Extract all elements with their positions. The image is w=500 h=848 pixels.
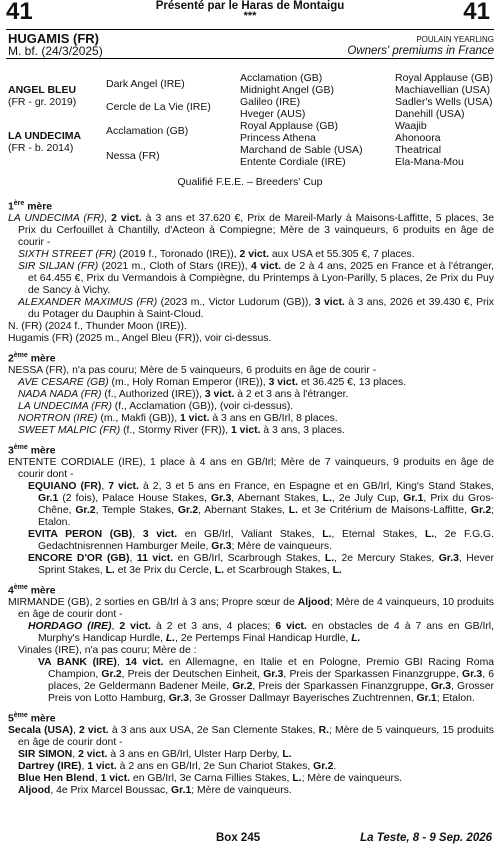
box-number: Box 245: [216, 832, 261, 844]
pedigree-g1: Dark Angel (IRE): [106, 78, 185, 90]
produce-entry: Aljood, 4e Prix Marcel Boussac, Gr.1; Mère de vainqueurs.: [18, 785, 292, 797]
pedigree-g1: Nessa (FR): [106, 150, 160, 162]
sire-name: ANGEL BLEU: [8, 84, 77, 96]
pedigree-g3: Theatrical: [395, 144, 442, 156]
presenter: Présenté par le Haras de Montaigu: [155, 0, 345, 12]
produce-entry: Vinales (IRE), n'a pas couru; Mère de :: [18, 645, 197, 657]
pedigree-g2: Princess Athena: [240, 132, 316, 144]
pedigree-g3: Royal Applause (GB): [395, 72, 494, 84]
dam-info: (FR - b. 2014): [8, 142, 74, 154]
catalogue-body: [8, 198, 494, 797]
dam-name: LA UNDECIMA: [8, 130, 82, 142]
dam-entry: LA UNDECIMA (FR), 2 vict. à 3 ans et 37.620 €, Prix de Mareil-Marly à Maisons-Laffitte, 5 places, 3e Prix du Cerfouillet à Chantilly, d'Acteon à Compiegne; Mère de 3 vainqueurs, 6 produits en âge de courir -: [8, 213, 494, 249]
produce-entry: LA UNDECIMA (FR) (f., Acclamation (GB)), (voir ci-dessus).: [18, 401, 294, 413]
horse-details: M. bf. (24/3/2025): [8, 44, 103, 58]
section-heading-2: 2ème mère: [8, 351, 56, 365]
section-heading-3: 3ème mère: [8, 444, 56, 457]
lot-number-right: 41: [463, 0, 490, 25]
pedigree-g1: Cercle de La Vie (IRE): [106, 101, 211, 113]
produce-entry: AVE CESARE (GB) (m., Holy Roman Emperor (IRE)), 3 vict. et 36.425 €, 13 places.: [18, 377, 407, 389]
pedigree-g3: Ela-Mana-Mou: [395, 156, 464, 168]
sale-date: La Teste, 8 - 9 Sep. 2026: [360, 832, 492, 844]
lot-number-left: 41: [6, 0, 33, 25]
produce-entry: ENCORE D'OR (GB), 11 vict. en GB/Irl, Scarbrough Stakes, L., 2e Mercury Stakes, Gr.3, Hever Sprint Stakes, L. et 3e Prix du Cercle, L. et Scarbrough Stakes, L.: [28, 553, 494, 577]
produce-entry: SIXTH STREET (FR) (2019 f., Toronado (IRE)), 2 vict. aux USA et 55.305 €, 7 places.: [18, 249, 415, 261]
produce-entry: N. (FR) (2024 f., Thunder Moon (IRE)).: [8, 321, 187, 332]
pedigree-g3: Ahonoora: [395, 132, 441, 144]
produce-entry: NORTRON (IRE) (m., Makfi (GB)), 1 vict. à 3 ans en GB/Irl, 8 places.: [18, 413, 338, 425]
horse-category: POULAIN YEARLING: [416, 35, 494, 44]
page-header: [0, 0, 500, 30]
produce-entry: Hugamis (FR) (2025 m., Angel Bleu (FR)), voir ci-dessus.: [8, 332, 272, 344]
pedigree-g3: Danehill (USA): [395, 108, 465, 120]
produce-entry: VA BANK (IRE), 14 vict. en Allemagne, en Italie et en Pologne, Premio GBI Racing Roma Champion, Gr.2, Preis der Deutschen Einheit, Gr.3, Preis der Sparkassen Finanzgruppe, Gr.3, 6 places, 2e Geldermann Badener Meile, Gr.2, Preis der Sparkassen Finanzgruppe, Gr.3, Grosser Preis von Lotto Hamburg, Gr.3, 3e Grosser Dallmayr Bayerisches Zuchtrennen, Gr.1; Etalon.: [38, 657, 495, 705]
sire-info: (FR - gr. 2019): [8, 96, 77, 108]
dam-entry: MIRMANDE (GB), 2 sorties en GB/Irl à 3 ans; Propre sœur de Aljood; Mère de 4 vainqueurs, 10 produits en âge de courir dont -: [8, 597, 494, 621]
section-heading-4: 4ème mère: [8, 584, 56, 597]
pedigree-g2: Galileo (IRE): [240, 96, 301, 108]
stars: ***: [243, 10, 257, 22]
produce-entry: SIR SILJAN (FR) (2021 m., Cloth of Stars (IRE)), 4 vict. de 2 à 4 ans, 2025 en France et à l'étranger, et 64.455 €, Prix du Vermandois à Compiègne, du Printemps à Lyon-Parilly, 5 places, 2e Prix du Puy de Sancy à Vichy.: [18, 261, 494, 297]
dam-entry: Secala (USA), 2 vict. à 3 ans aux USA, 2e San Clemente Stakes, R.; Mère de 5 vainqueurs, 15 produits en âge de courir dont -: [8, 725, 494, 749]
dam-entry: ENTENTE CORDIALE (IRE), 1 place à 4 ans en GB/Irl; Mère de 7 vainqueurs, 9 produits en âge de courir dont -: [8, 457, 494, 481]
pedigree-g2: Midnight Angel (GB): [240, 84, 334, 96]
produce-entry: NADA NADA (FR) (f., Authorized (IRE)), 3 vict. à 2 et 3 ans à l'étranger.: [18, 389, 349, 401]
qualification: Qualifié F.E.E. – Breeders' Cup: [177, 176, 323, 188]
pedigree-g2: Entente Cordiale (IRE): [240, 156, 346, 168]
pedigree-g1: Acclamation (GB): [106, 125, 189, 137]
section-heading-1: 1ère mère: [8, 200, 53, 213]
section-heading-5: 5ème mère: [8, 712, 56, 725]
header-rule-bottom: [6, 58, 494, 59]
pedigree-g3: Waajib: [395, 120, 427, 132]
pedigree-g2: Acclamation (GB): [240, 72, 323, 84]
produce-entry: EQUIANO (FR), 7 vict. à 2, 3 et 5 ans en France, en Espagne et en GB/Irl, King's Stand Stakes, Gr.1 (2 fois), Palace House Stakes, Gr.3, Abernant Stakes, L., 2e July Cup, Gr.1, Prix du Gros-Chêne, Gr.2, Temple Stakes, Gr.2, Abernant Stakes, L. et 3e Critérium de Maisons-Laffitte, Gr.2; Etalon.: [28, 481, 494, 529]
produce-entry: SWEET MALPIC (FR) (f., Stormy River (FR)), 1 vict. à 3 ans, 3 places.: [18, 425, 345, 437]
pedigree-g2: Royal Applause (GB): [240, 120, 339, 132]
pedigree-g3: Sadler's Wells (USA): [395, 96, 493, 108]
produce-entry: ALEXANDER MAXIMUS (FR) (2023 m., Victor Ludorum (GB)), 3 vict. à 3 ans, 2026 et 39.430 €, Prix du Potager du Dauphin à Saint-Cloud.: [18, 297, 494, 321]
pedigree-g3: Machiavellian (USA): [395, 84, 491, 96]
horse-name: HUGAMIS (FR): [8, 31, 99, 46]
produce-entry: HORDAGO (IRE), 2 vict. à 2 et 3 ans, 4 places; 6 vict. en obstacles de 4 à 7 ans en GB/Irl, Murphy's Handicap Hurdle, L., 2e Pertemps Final Handicap Hurdle, L.: [28, 621, 494, 645]
dam-entry: NESSA (FR), n'a pas couru; Mère de 5 vainqueurs, 6 produits en âge de courir -: [8, 365, 377, 377]
header-rule-top: [6, 29, 494, 30]
produce-entry: EVITA PERON (GB), 3 vict. en GB/Irl, Valiant Stakes, L., Eternal Stakes, L., 2e F.G.G. Gedachtnisrennen Hamburger Meile, Gr.3; Mère de vainqueurs.: [28, 529, 495, 553]
produce-entry: Dartrey (IRE), 1 vict. à 2 ans en GB/Irl, 2e Sun Chariot Stakes, Gr.2.: [18, 761, 337, 773]
produce-entry: SIR SIMON, 2 vict. à 3 ans en GB/Irl, Ulster Harp Derby, L.: [18, 749, 292, 761]
pedigree-g2: Marchand de Sable (USA): [240, 144, 363, 156]
owners-premiums: Owners' premiums in France: [347, 45, 494, 57]
produce-entry: Blue Hen Blend, 1 vict. en GB/Irl, 3e Carna Fillies Stakes, L.; Mère de vainqueurs.: [18, 773, 403, 785]
pedigree-g2: Hveger (AUS): [240, 108, 306, 120]
